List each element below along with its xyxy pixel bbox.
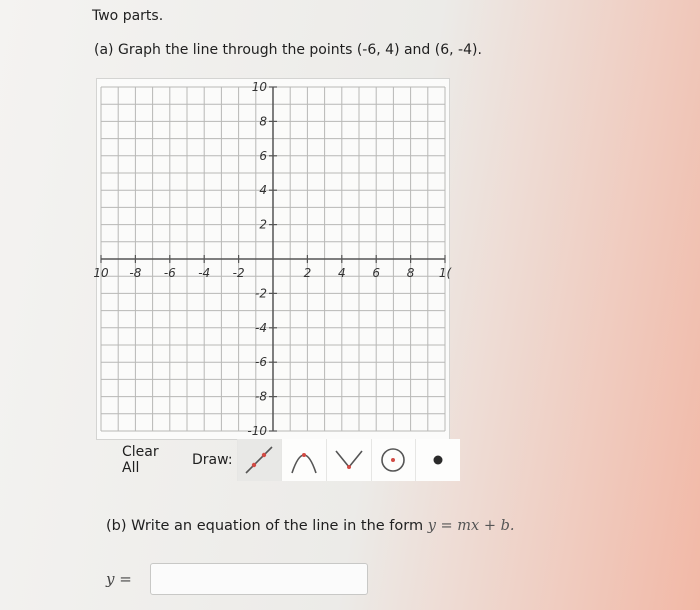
x-tick-label: -8 xyxy=(129,266,142,280)
part-b-prompt xyxy=(106,518,514,534)
part-a-text: Graph the line through the points (-6, 4) and (6, -4). xyxy=(117,42,482,58)
draw-label: Draw: xyxy=(192,452,233,468)
x-tick-label: -4 xyxy=(198,266,211,280)
clear-all-button[interactable]: Clear All xyxy=(122,444,159,476)
y-tick-label: 2 xyxy=(259,217,267,232)
point-tool-button[interactable] xyxy=(415,439,460,481)
parabola-tool-button[interactable] xyxy=(281,439,326,481)
y-tick-label: 10 xyxy=(251,80,267,94)
graph-panel[interactable] xyxy=(93,78,452,440)
x-tick-label: 8 xyxy=(406,266,415,280)
y-tick-label: 8 xyxy=(259,114,267,129)
part-b-label: (b) xyxy=(106,518,127,534)
y-tick-label: -10 xyxy=(247,424,267,438)
y-tick-label: -6 xyxy=(255,355,267,370)
x-tick-label: 2 xyxy=(303,266,312,280)
y-tick-label: -4 xyxy=(255,320,267,335)
x-tick-label: -6 xyxy=(163,266,176,280)
part-b-text: Write an equation of the line in the form xyxy=(131,518,424,534)
y-tick-label: -2 xyxy=(255,286,267,301)
part-a-label: (a) xyxy=(94,42,114,58)
equation-answer-input[interactable] xyxy=(150,563,368,595)
y-tick-label: -8 xyxy=(255,389,267,404)
absolute-value-tool-button[interactable] xyxy=(326,439,371,481)
y-tick-label: 6 xyxy=(259,148,267,163)
part-a-prompt xyxy=(94,42,482,58)
graph-toolbar xyxy=(112,438,460,482)
x-tick-label: 4 xyxy=(337,266,346,280)
line-tool-button[interactable] xyxy=(237,439,282,481)
x-tick-label: 6 xyxy=(372,266,381,280)
circle-tool-button[interactable] xyxy=(371,439,416,481)
x-tick-label: 10 xyxy=(93,266,109,280)
x-tick-label: 1( xyxy=(438,266,452,280)
line-tool-icon xyxy=(242,443,276,477)
parabola-tool-icon xyxy=(287,443,321,477)
x-tick-label: -2 xyxy=(232,266,245,280)
part-b-formula: y = mx + b. xyxy=(427,518,515,534)
absolute-value-tool-icon xyxy=(332,443,366,477)
point-tool-icon xyxy=(421,443,455,477)
coordinate-grid[interactable] xyxy=(93,79,452,439)
answer-label: y = xyxy=(106,570,132,588)
intro-text: Two parts. xyxy=(92,8,164,24)
y-tick-label: 4 xyxy=(259,183,267,198)
circle-tool-icon xyxy=(376,443,410,477)
